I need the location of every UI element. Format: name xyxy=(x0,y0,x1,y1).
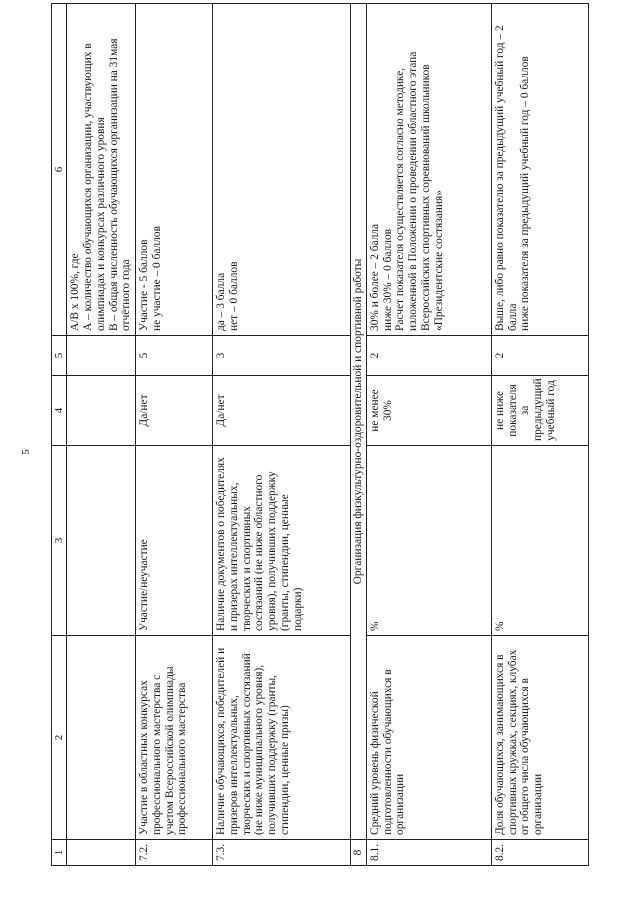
header-cell-6: 6 xyxy=(52,4,67,336)
table-wrapper xyxy=(51,4,609,866)
indicator-name-cell: Участие в областных конкурсах профессионального мастерства с учетом Всероссийской олимпиады профессионального мастерства xyxy=(136,636,213,840)
method-cell: A/B x 100%, где А – количество обучающихся организации, участвующих в олимпиадах и конкурсах различного уровня В – общая численность обучающихся организации на 31мая отчётного года xyxy=(67,4,136,336)
points-cell: 2 xyxy=(491,336,588,376)
norm-cell: Да/нет xyxy=(213,376,351,446)
table-row xyxy=(67,4,136,866)
points-cell: 5 xyxy=(136,336,213,376)
unit-cell: % xyxy=(491,446,588,636)
unit-cell: Наличие документов о победителях и призерах интеллектуальных, творческих и спортивных состязаний (не ниже областного уровня), получивших поддержку (гранты, стипендии, ценные подарки) xyxy=(213,446,351,636)
method-cell: 30% и более – 2 балла ниже 30% – 0 баллов Расчет показателя осуществляется согласно методике, изложенной в Положении о проведении областного этапа Всероссийских спортивных соревнований школьников «Президентские состязания» xyxy=(366,4,491,336)
criteria-table xyxy=(51,3,589,866)
norm-cell: не менее 30% xyxy=(366,376,491,446)
norm-cell xyxy=(67,376,136,446)
page-number: 5 xyxy=(20,449,32,455)
norm-cell: Да/нет xyxy=(136,376,213,446)
row-number-cell: 8.2. xyxy=(491,840,588,866)
table-row xyxy=(491,4,588,866)
table-row xyxy=(136,4,213,866)
row-number-cell: 8.1. xyxy=(366,840,491,866)
unit-cell: Участие/неучастие xyxy=(136,446,213,636)
indicator-name-cell: Доля обучающихся, занимающихся в спортивных кружках, секциях, клубах от общего числа обучающихся в организации xyxy=(491,636,588,840)
method-cell: да – 3 балла нет – 0 баллов xyxy=(213,4,351,336)
section-row xyxy=(351,4,367,866)
rotated-table-container xyxy=(51,4,609,866)
header-cell-3: 3 xyxy=(52,446,67,636)
row-number-cell: 7.2. xyxy=(136,840,213,866)
header-cell-5: 5 xyxy=(52,336,67,376)
header-cell-4: 4 xyxy=(52,376,67,446)
unit-cell xyxy=(67,446,136,636)
header-cell-1: 1 xyxy=(52,840,67,866)
row-number-cell xyxy=(67,840,136,866)
indicator-name-cell xyxy=(67,636,136,840)
indicator-name-cell: Наличие обучающихся, победителей и призеров интеллектуальных, творческих и спортивных состязаний (не ниже муниципального уровня), получивших поддержку (гранты, стипендии, ценные призы) xyxy=(213,636,351,840)
points-cell: 3 xyxy=(213,336,351,376)
table-row xyxy=(366,4,491,866)
method-cell: Участие - 5 баллов не участие – 0 баллов xyxy=(136,4,213,336)
norm-cell: не ниже показателя за предыдущий учебный год xyxy=(491,376,588,446)
points-cell xyxy=(67,336,136,376)
section-number-cell: 8 xyxy=(351,840,367,866)
criteria-table-body xyxy=(52,4,589,866)
indicator-name-cell: Средний уровень физической подготовленности обучающихся в организации xyxy=(366,636,491,840)
points-cell: 2 xyxy=(366,336,491,376)
header-cell-2: 2 xyxy=(52,636,67,840)
method-cell: Выше, либо равно показателю за предыдущий учебный год – 2 балла ниже показателя за предыдущий учебный год – 0 баллов xyxy=(491,4,588,336)
table-header-row xyxy=(52,4,67,866)
unit-cell: % xyxy=(366,446,491,636)
section-title-cell: Организация физкультурно-оздоровительной и спортивной работы xyxy=(351,4,367,840)
table-row xyxy=(213,4,351,866)
row-number-cell: 7.3. xyxy=(213,840,351,866)
